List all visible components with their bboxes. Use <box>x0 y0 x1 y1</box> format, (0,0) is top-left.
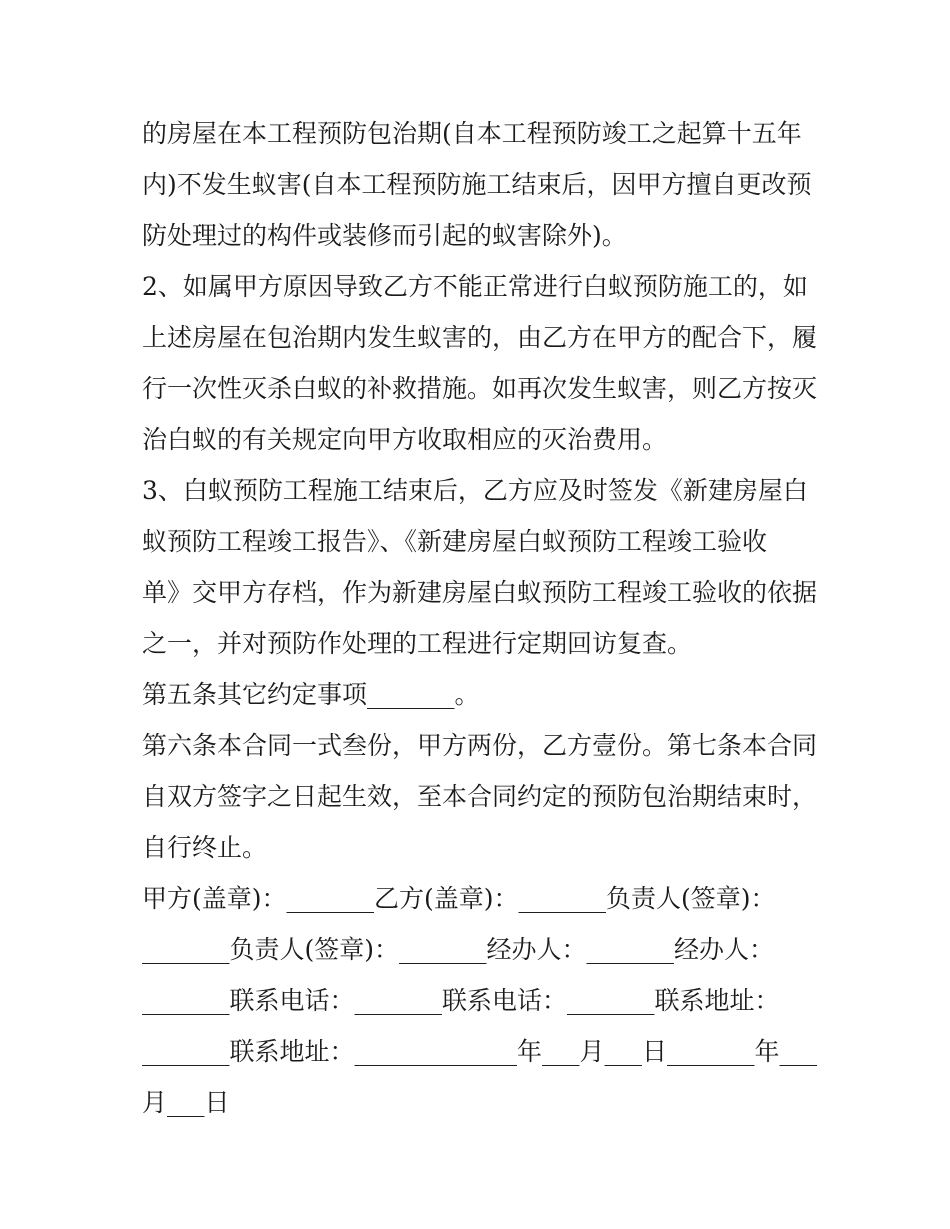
text-line: 上述房屋在包治期内发生蚁害的，由乙方在甲方的配合下，履 <box>142 323 818 352</box>
signature-line: 月___日 <box>142 1088 230 1117</box>
text-line: 第六条本合同一式叁份，甲方两份，乙方壹份。第七条本合同 <box>142 731 818 760</box>
text-line: 内)不发生蚁害(自本工程预防施工结束后，因甲方擅自更改预 <box>142 170 812 199</box>
text-line: 防处理过的构件或装修而引起的蚁害除外)。 <box>142 221 627 250</box>
text-line: 之一，并对预防作处理的工程进行定期回访复查。 <box>142 629 693 658</box>
signature-line: _______联系地址：_____________年___月___日_______年___ <box>142 1037 818 1066</box>
text-line: 自行终止。 <box>142 833 268 862</box>
text-line: 蚁预防工程竣工报告》、《新建房屋白蚁预防工程竣工验收 <box>142 527 768 556</box>
signature-line: _______负责人(签章)：_______经办人：_______经办人： <box>142 935 775 964</box>
signature-line: 甲方(盖章)：_______乙方(盖章)：_______负责人(签章)： <box>142 884 776 913</box>
text-line: 2、如属甲方原因导致乙方不能正常进行白蚁预防施工的，如 <box>142 272 808 301</box>
text-line: 3、白蚁预防工程施工结束后，乙方应及时签发《新建房屋白 <box>142 476 808 505</box>
text-line: 第五条其它约定事项_______。 <box>142 680 480 709</box>
signature-line: _______联系电话：_______联系电话：_______联系地址： <box>142 986 780 1015</box>
text-line: 治白蚁的有关规定向甲方收取相应的灭治费用。 <box>142 425 668 454</box>
contract-text <box>142 108 822 1128</box>
text-line: 的房屋在本工程预防包治期(自本工程预防竣工之起算十五年 <box>142 119 802 148</box>
text-line: 行一次性灭杀白蚁的补救措施。如再次发生蚁害，则乙方按灭 <box>142 374 818 403</box>
text-line: 单》交甲方存档，作为新建房屋白蚁预防工程竣工验收的依据 <box>142 578 818 607</box>
text-line: 自双方签字之日起生效，至本合同约定的预防包治期结束时， <box>142 782 818 811</box>
